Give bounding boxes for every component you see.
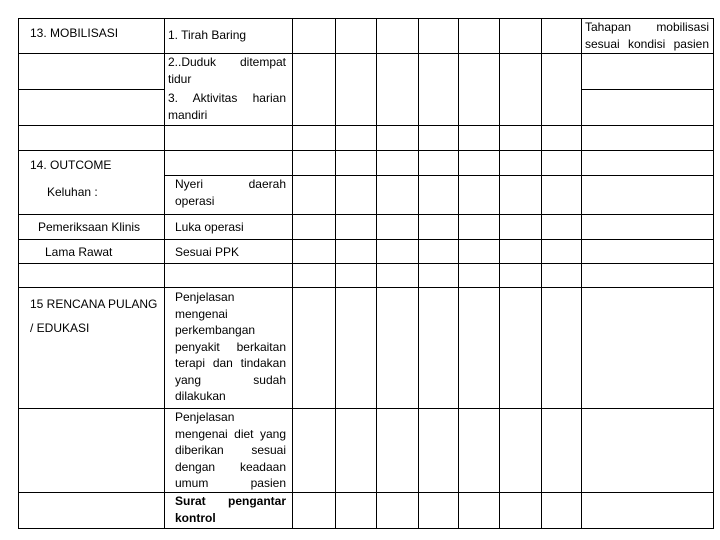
outcome-value-lama-rawat: Sesuai PPK (175, 245, 240, 259)
outcome-value-keluhan: Nyeri daerah operasi (175, 177, 286, 208)
outcome-value-pemeriksaan: Luka operasi (175, 220, 244, 234)
mobilisasi-item-3: 3. Aktivitas harian mandiri (168, 91, 286, 122)
rencana-heading-line2: / EDUKASI (30, 321, 90, 335)
outcome-heading: 14. OUTCOME (30, 158, 112, 172)
rencana-heading-line1: 15 RENCANA PULANG (30, 297, 158, 311)
mobilisasi-item-2: 2..Duduk ditempat tidur (168, 55, 286, 86)
rencana-item-3: Surat pengantar kontrol (175, 494, 286, 525)
mobilisasi-note: Tahapan mobilisasi sesuai kondisi pasien (585, 20, 709, 51)
outcome-label-lama-rawat: Lama Rawat (45, 245, 113, 259)
rencana-item-2: Penjelasan mengenai diet yang diberikan sesuai dengan keadaan umum pasien (175, 410, 286, 490)
outcome-label-pemeriksaan: Pemeriksaan Klinis (38, 220, 141, 234)
mobilisasi-item-1: 1. Tirah Baring (168, 28, 247, 42)
rencana-item-1: Penjelasan mengenai perkembangan penyakit berkaitan terapi dan tindakan yang sudah dilakukan (175, 290, 286, 403)
outcome-label-keluhan: Keluhan : (47, 185, 98, 199)
mobilisasi-heading: 13. MOBILISASI (30, 26, 119, 40)
